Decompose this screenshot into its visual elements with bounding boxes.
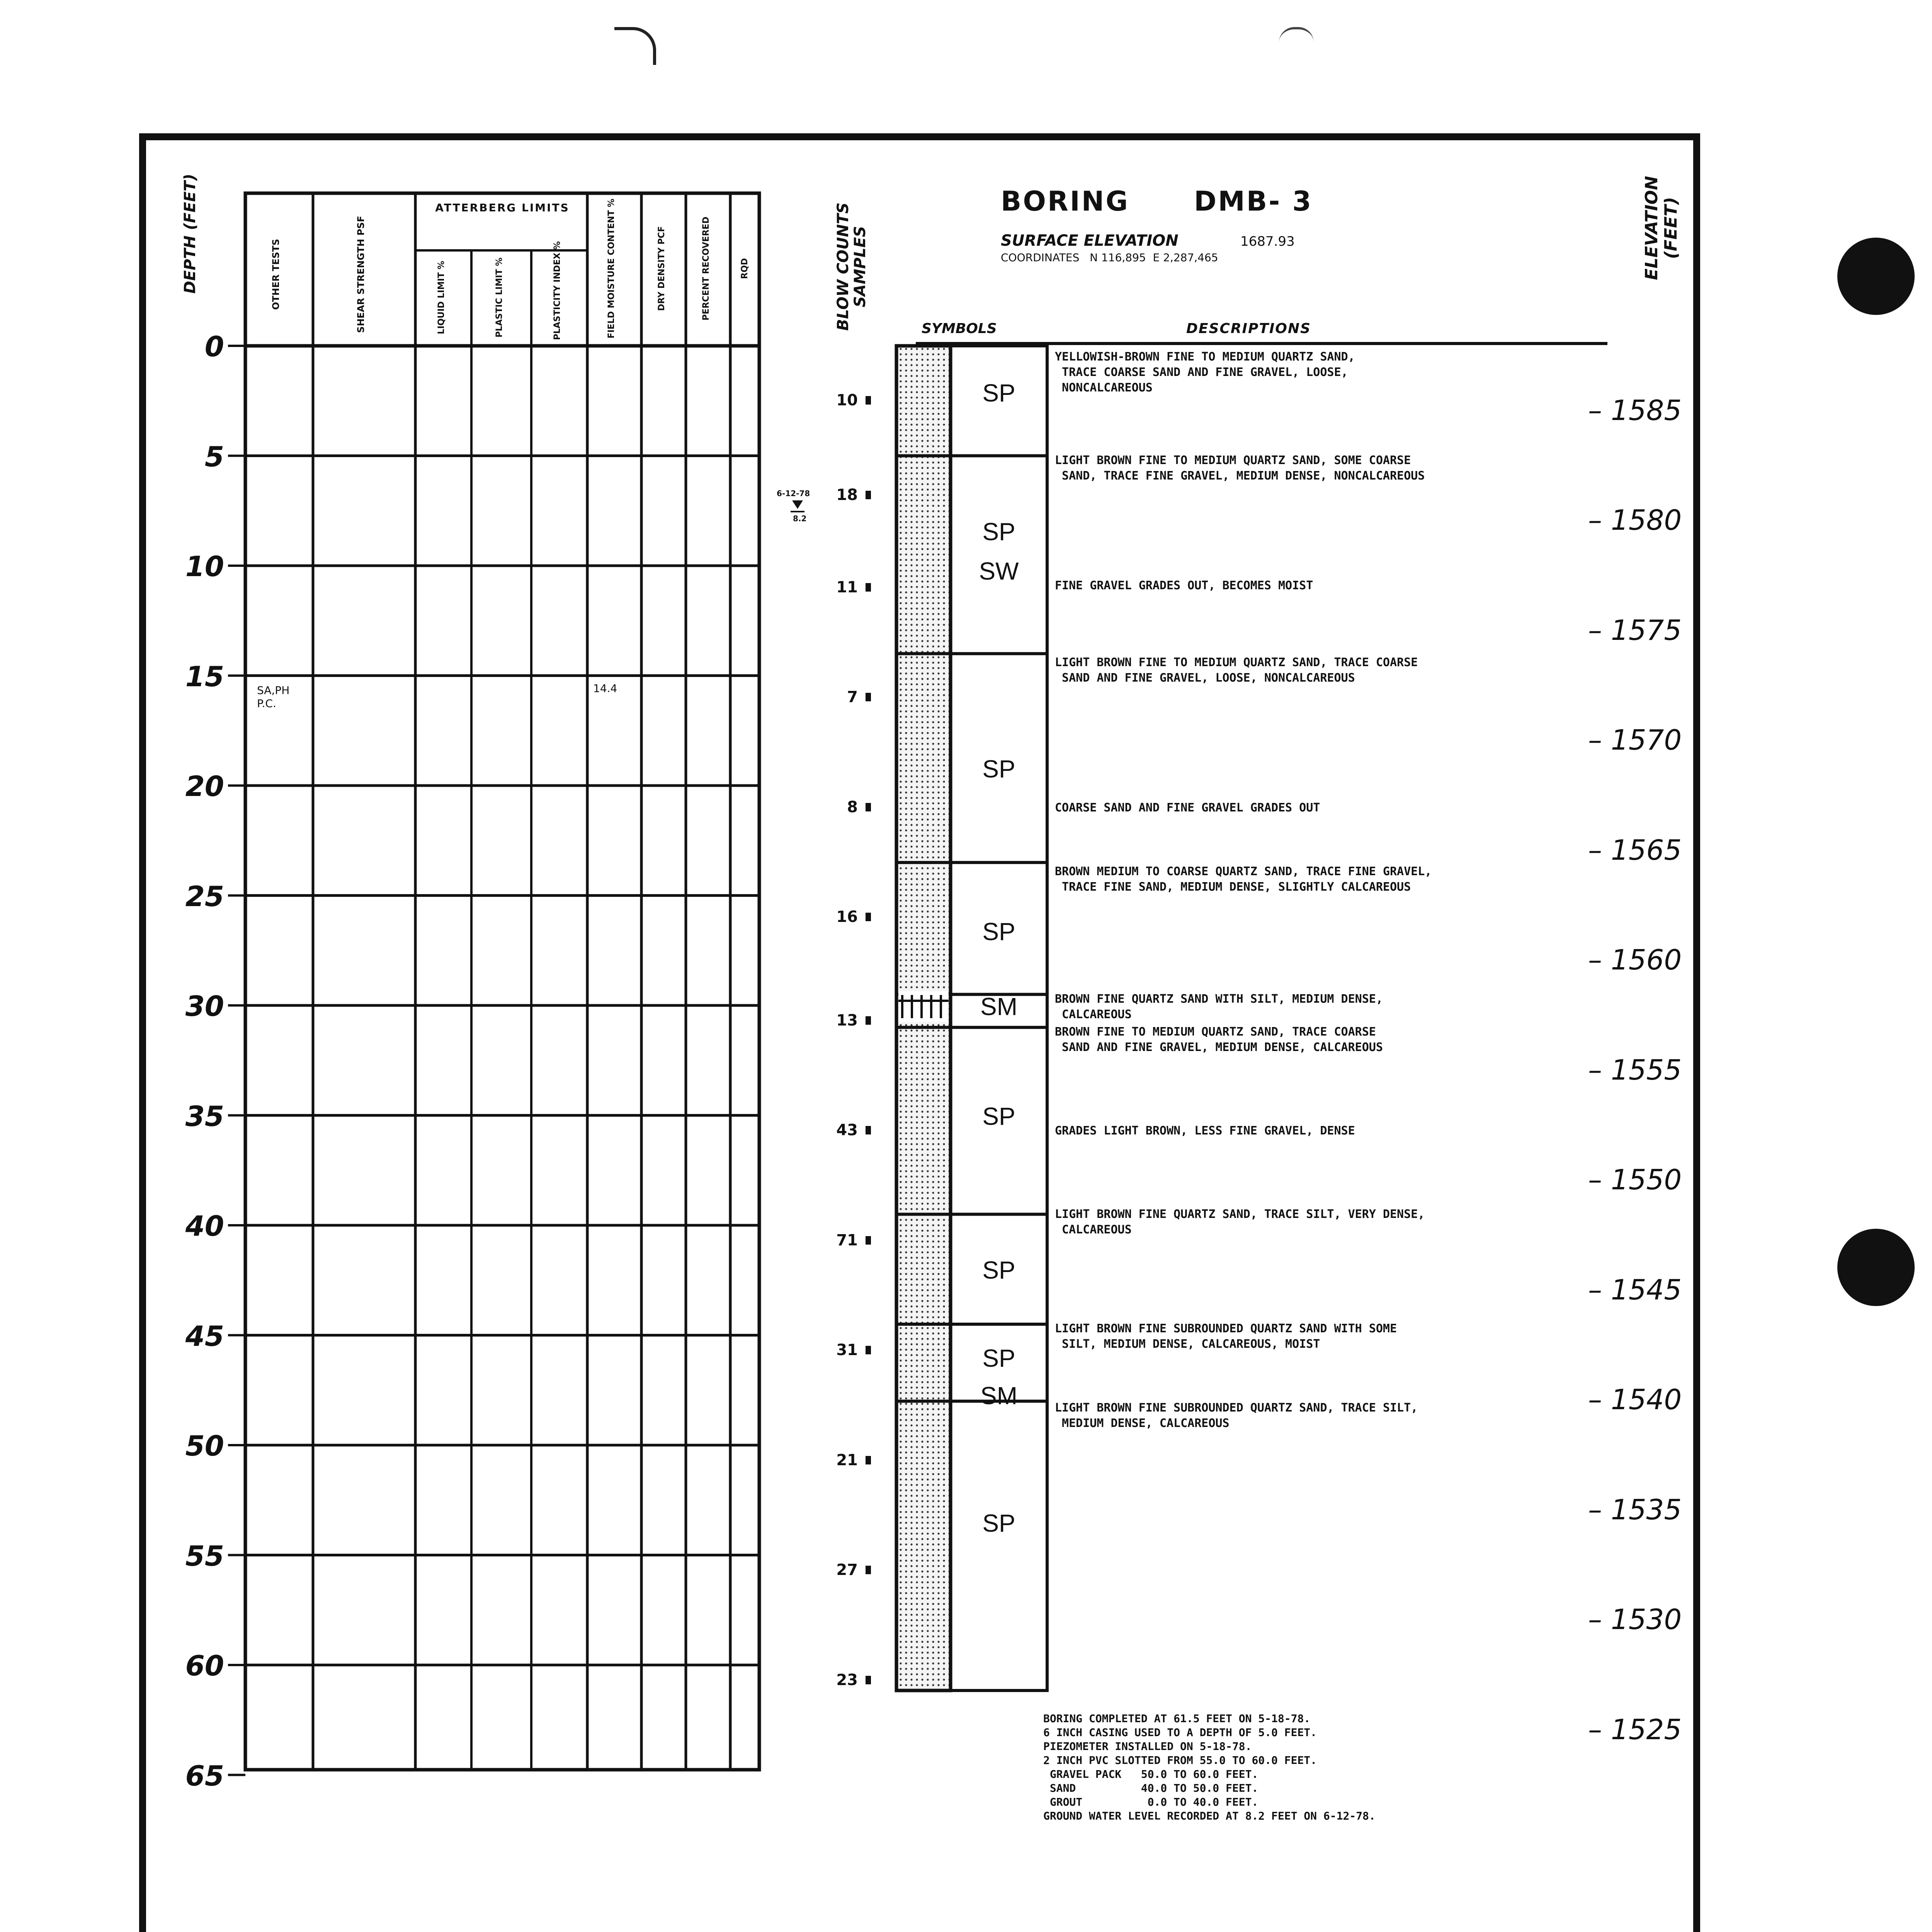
blow-count: 31	[836, 1341, 858, 1359]
depth-label: 0	[204, 330, 224, 363]
elevation-label: – 1540	[1588, 1383, 1682, 1416]
layer-description: COARSE SAND AND FINE GRAVEL GRADES OUT	[1055, 801, 1320, 815]
soil-symbol: SM	[980, 992, 1017, 1020]
blow-count: 11	[836, 578, 858, 596]
blow-count: 7	[847, 688, 858, 706]
layer-description: LIGHT BROWN FINE QUARTZ SAND, TRACE SILT, VERY DENSE, CALCAREOUS	[1055, 1208, 1425, 1237]
elevation-label: – 1555	[1588, 1053, 1682, 1086]
moisture-value: 14.4	[593, 682, 617, 695]
layer-description: LIGHT BROWN FINE TO MEDIUM QUARTZ SAND, TRACE COARSE SAND AND FINE GRAVEL, LOOSE, NONCALCAREOUS	[1055, 655, 1418, 685]
soil-symbol: SP	[982, 1256, 1015, 1284]
blow-count: 71	[836, 1231, 858, 1249]
water-level-date: 6-12-78	[777, 489, 810, 498]
elevation-label: – 1560	[1588, 944, 1682, 976]
symbols-heading: SYMBOLS	[922, 321, 997, 337]
completion-notes: BORING COMPLETED AT 61.5 FEET ON 5-18-78. 6 INCH CASING USED TO A DEPTH OF 5.0 FEET. PIEZOMETER INSTALLED ON 5-18-78. 2 INCH PVC SLOTTED FROM 55.0 TO 60.0 FEET. GRAVEL PACK 50.0 TO 60.0 FEET. SAND 40.0 TO 50.0 FEET. GROUT 0.0 TO 40.0 FEET. GROUND WATER LEVEL RECORDED AT 8.2 FEET ON 6-12-78.	[1043, 1712, 1376, 1822]
elevation-label: – 1545	[1588, 1273, 1682, 1306]
elevation-label: – 1535	[1588, 1493, 1682, 1526]
elevation-label: – 1580	[1588, 504, 1682, 537]
soil-symbol: SP	[982, 1102, 1015, 1131]
elevation-label: – 1525	[1588, 1713, 1682, 1746]
layer-description: LIGHT BROWN FINE TO MEDIUM QUARTZ SAND, SOME COARSE SAND, TRACE FINE GRAVEL, MEDIUM DENSE, NONCALCAREOUS	[1055, 453, 1425, 483]
depth-label: 40	[185, 1210, 224, 1242]
depth-label: 30	[185, 990, 224, 1022]
surface-elevation-value: 1687.93	[1240, 234, 1295, 249]
blow-count: 8	[847, 798, 858, 816]
other-tests-value: SA,PH P.C.	[257, 684, 290, 710]
elevation-label: – 1585	[1588, 394, 1682, 427]
soil-symbol: SP	[982, 755, 1015, 783]
blow-count: 18	[836, 486, 858, 504]
soil-symbol: SP	[982, 918, 1015, 946]
layer-description: BROWN FINE QUARTZ SAND WITH SILT, MEDIUM DENSE, CALCAREOUS	[1055, 992, 1383, 1021]
plastic-limit-header: PLASTIC LIMIT %	[495, 257, 504, 338]
blow-count: 16	[836, 908, 858, 926]
soil-symbol: SP	[982, 517, 1015, 546]
shear-strength-header: SHEAR STRENGTH PSF	[355, 216, 366, 333]
blow-count: 27	[836, 1561, 858, 1579]
layer-description: YELLOWISH-BROWN FINE TO MEDIUM QUARTZ SAND, TRACE COARSE SAND AND FINE GRAVEL, LOOSE, NONCALCAREOUS	[1055, 350, 1355, 395]
blow-count: 10	[836, 391, 858, 410]
percent-recovered-header: PERCENT RECOVERED	[701, 216, 711, 321]
soil-symbol: SP	[982, 379, 1015, 407]
blow-count: 23	[836, 1671, 858, 1689]
other-tests-header: OTHER TESTS	[270, 239, 281, 310]
depth-label: 50	[185, 1430, 224, 1462]
depth-label: 25	[185, 880, 224, 913]
dry-density-header: DRY DENSITY PCF	[657, 226, 667, 311]
depth-label: 60	[185, 1650, 224, 1682]
atterberg-header: ATTERBERG LIMITS	[435, 201, 570, 214]
elevation-axis-title: ELEVATION (FEET)	[1642, 176, 1681, 280]
layer-description: GRADES LIGHT BROWN, LESS FINE GRAVEL, DENSE	[1055, 1124, 1355, 1138]
soil-symbol: SP	[982, 1344, 1015, 1372]
depth-label: 10	[185, 550, 224, 583]
elevation-label: – 1565	[1588, 833, 1682, 866]
blow-count: 13	[836, 1011, 858, 1029]
layer-description: LIGHT BROWN FINE SUBROUNDED QUARTZ SAND, TRACE SILT, MEDIUM DENSE, CALCAREOUS	[1055, 1401, 1418, 1430]
elevation-label: – 1570	[1588, 724, 1682, 757]
boring-label: BORING	[1001, 185, 1129, 217]
water-level-depth: 8.2	[793, 514, 807, 523]
depth-label: 65	[185, 1759, 224, 1792]
layer-description: LIGHT BROWN FINE SUBROUNDED QUARTZ SAND WITH SOME SILT, MEDIUM DENSE, CALCAREOUS, MOIST	[1055, 1322, 1397, 1351]
depth-label: 5	[204, 440, 224, 473]
liquid-limit-header: LIQUID LIMIT %	[437, 261, 446, 334]
layer-description: BROWN FINE TO MEDIUM QUARTZ SAND, TRACE COARSE SAND AND FINE GRAVEL, MEDIUM DENSE, CALCAREOUS	[1055, 1025, 1383, 1054]
coordinates: COORDINATES N 116,895 E 2,287,465	[1001, 251, 1218, 264]
plasticity-index-header: PLASTICITY INDEX %	[553, 241, 562, 340]
elevation-label: – 1530	[1588, 1603, 1682, 1636]
depth-label: 55	[185, 1539, 224, 1572]
layer-description: BROWN MEDIUM TO COARSE QUARTZ SAND, TRACE FINE GRAVEL, TRACE FINE SAND, MEDIUM DENSE, SLIGHTLY CALCAREOUS	[1055, 864, 1432, 894]
boring-id: DMB- 3	[1194, 185, 1313, 217]
surface-elevation-label: SURFACE ELEVATION	[1001, 232, 1179, 250]
depth-label: 20	[185, 770, 224, 803]
soil-symbol: SM	[980, 1381, 1017, 1410]
depth-label: 15	[185, 660, 224, 693]
field-moisture-header: FIELD MOISTURE CONTENT %	[607, 199, 616, 338]
layer-description: FINE GRAVEL GRADES OUT, BECOMES MOIST	[1055, 578, 1313, 592]
depth-label: 45	[185, 1320, 224, 1352]
blow-count: 21	[836, 1451, 858, 1469]
descriptions-heading: DESCRIPTIONS	[1186, 321, 1311, 337]
soil-symbol: SP	[982, 1509, 1015, 1537]
elevation-label: – 1550	[1588, 1163, 1682, 1196]
blow-count: 43	[836, 1121, 858, 1139]
depth-label: 35	[185, 1100, 224, 1133]
depth-axis-title: DEPTH (FEET)	[181, 173, 199, 294]
blow-counts-header: BLOW COUNTS SAMPLES	[834, 202, 869, 331]
rqd-header: RQD	[740, 258, 750, 279]
soil-symbol: SW	[979, 557, 1019, 585]
elevation-label: – 1575	[1588, 614, 1682, 646]
